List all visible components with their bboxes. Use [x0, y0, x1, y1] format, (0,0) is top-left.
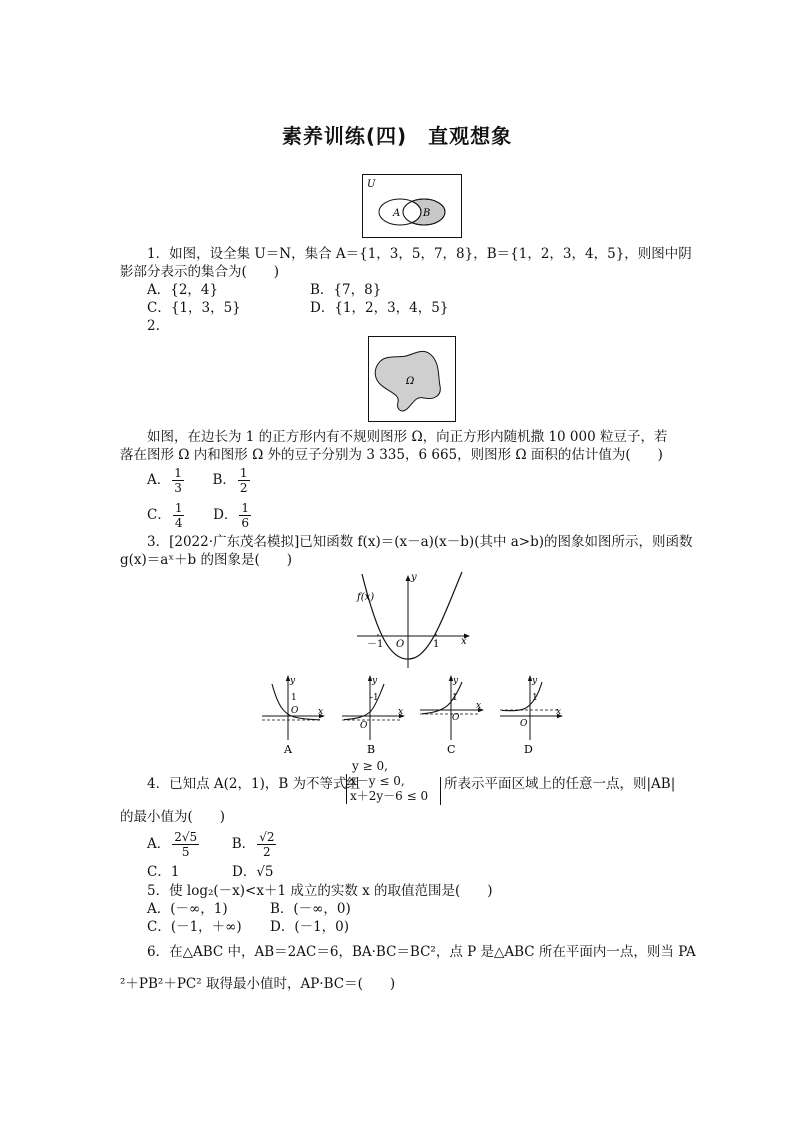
q1-stem-line2: 影部分表示的集合为( ) — [120, 264, 280, 280]
q2-option-b-label: B． — [212, 472, 236, 488]
choice-a-x: x — [318, 707, 324, 717]
q2-option-a-fraction — [172, 466, 184, 495]
q1-stem-line1: 1．如图，设全集 U＝N，集合 A＝{1，3，5，7，8}，B＝{1，2，3，4，5}，则图中阴 — [147, 246, 692, 262]
choice-a-y: y — [290, 676, 296, 686]
q4-options-ab — [147, 826, 278, 862]
choice-c-graph — [420, 675, 484, 756]
choice-c-y: y — [453, 676, 459, 686]
choice-graphs — [258, 670, 568, 758]
omega-figure — [368, 336, 456, 422]
choice-d-o: O — [520, 719, 528, 729]
choice-a-label: A — [284, 743, 292, 756]
q4-option-a-num: 2√5 — [174, 830, 198, 844]
choice-c-o: O — [452, 713, 460, 723]
q2-option-a-label: A． — [147, 472, 171, 488]
q4-system-line3: x＋2y－6 ≤ 0 — [350, 789, 429, 803]
q4-option-c: C．1 — [147, 864, 180, 880]
q2-option-b-den: 2 — [239, 481, 248, 495]
q5-stem: 5．使 log₂(－x)<x＋1 成立的实数 x 的取值范围是( ) — [147, 883, 493, 899]
choice-b-x: x — [398, 707, 404, 717]
choice-b-y: y — [372, 676, 378, 686]
venn-u-label: U — [367, 179, 376, 190]
q2-option-b-num: 1 — [239, 466, 248, 480]
q2-option-a-den: 3 — [174, 481, 182, 495]
q2-option-d-num: 1 — [241, 501, 250, 515]
q4-system-line1: y ≥ 0, — [352, 759, 388, 773]
choice-c-x: x — [476, 701, 482, 711]
q2-option-c-num: 1 — [174, 501, 183, 515]
q2-option-d-den: 6 — [241, 516, 250, 530]
graph-y-label: y — [411, 572, 417, 583]
q1-option-d: D．{1，2，3，4，5} — [310, 300, 449, 316]
q2-option-c-fraction — [173, 501, 185, 530]
q4-system-line2: x－y ≤ 0, — [350, 774, 405, 788]
venn-diagram — [362, 174, 462, 238]
choice-b-label: B — [367, 743, 376, 756]
q2-stem-line2: 落在图形 Ω 内和图形 Ω 外的豆子分别为 3 335，6 665，则图形 Ω 面积的估计值为( ) — [120, 447, 663, 463]
q2-option-d-label: D． — [213, 507, 238, 523]
q2-option-c-den: 4 — [174, 516, 183, 530]
q4-stem-line2: 的最小值为( ) — [120, 809, 226, 825]
q4-option-b-den: 2 — [263, 845, 271, 859]
graph-x-label: x — [461, 636, 467, 647]
q4-option-a-den: 5 — [181, 845, 190, 859]
graph-1-label: 1 — [433, 639, 440, 650]
q6-stem-line2: ²＋PB²＋PC² 取得最小值时，AP·BC＝( ) — [120, 976, 396, 992]
q5-option-b: B．(－∞，0) — [270, 901, 351, 917]
q2-option-d-fraction — [239, 501, 251, 530]
q2-number: 2. — [147, 318, 160, 334]
choice-a-o: O — [291, 706, 299, 716]
q5-option-d: D．(－1，0) — [270, 919, 350, 935]
q4-stem-post: 所表示平面区域上的任意一点，则|AB| — [444, 776, 676, 792]
choice-d-label: D — [524, 743, 533, 756]
choice-c-one: 1 — [452, 693, 458, 703]
q2-options-ab — [147, 462, 252, 498]
parabola-graph — [350, 570, 475, 670]
choice-d-x: x — [556, 707, 562, 717]
q4-option-b-num: √2 — [259, 830, 275, 844]
q4-option-d: D．√5 — [232, 864, 274, 880]
choice-b-graph — [342, 675, 405, 756]
q3-stem-line1: 3．[2022·广东茂名模拟]已知函数 f(x)＝(x－a)(x－b)(其中 a>b)的图象如图所示，则函数 — [147, 534, 693, 550]
graph-fx-label: f(x) — [357, 592, 375, 603]
q2-option-a-num: 1 — [174, 466, 182, 480]
q2-options-cd — [147, 497, 253, 533]
q6-stem-line1: 6．在△ABC 中，AB＝2AC＝6，BA·BC＝BC²，点 P 是△ABC 所在平面内一点，则当 PA — [147, 944, 696, 960]
q3-stem-line2: g(x)＝aˣ＋b 的图象是( ) — [120, 552, 293, 568]
graph-origin-label: O — [396, 639, 405, 650]
choice-b-neg1: -1 — [370, 693, 379, 703]
choice-c-label: C — [447, 743, 456, 756]
q1-option-b: B．{7，8} — [310, 282, 382, 298]
q4-option-a-fraction — [172, 830, 199, 859]
choice-a-one: 1 — [291, 693, 297, 703]
q1-option-a: A．{2，4} — [147, 282, 219, 298]
venn-b-label: B — [423, 208, 431, 219]
q4-system-right-bar — [440, 777, 441, 805]
q2-option-b-fraction — [238, 466, 250, 495]
q4-stem-pre: 4．已知点 A(2，1)，B 为不等式组 — [147, 776, 361, 792]
choice-d-one: 1 — [532, 693, 538, 703]
graph-neg1-label: －1 — [367, 639, 384, 650]
choice-d-y: y — [532, 676, 538, 686]
choice-a-graph — [262, 675, 325, 756]
q5-option-a: A．(－∞，1) — [147, 901, 228, 917]
choice-d-graph — [500, 675, 563, 756]
q2-stem-line1: 如图，在边长为 1 的正方形内有不规则图形 Ω，向正方形内随机撒 10 000 粒豆子，若 — [147, 429, 668, 445]
q4-option-a-label: A． — [147, 836, 171, 852]
omega-label: Ω — [406, 376, 415, 387]
q4-option-b-label: B． — [231, 836, 256, 852]
q4-option-b-fraction — [257, 830, 276, 859]
choice-b-o: O — [360, 721, 368, 731]
q1-option-c: C．{1，3，5} — [147, 300, 241, 316]
q2-option-c-label: C． — [147, 507, 171, 523]
q5-option-c: C．(－1，＋∞) — [147, 919, 242, 935]
venn-a-label: A — [393, 208, 401, 219]
page-title: 素养训练(四) 直观想象 — [281, 124, 513, 148]
